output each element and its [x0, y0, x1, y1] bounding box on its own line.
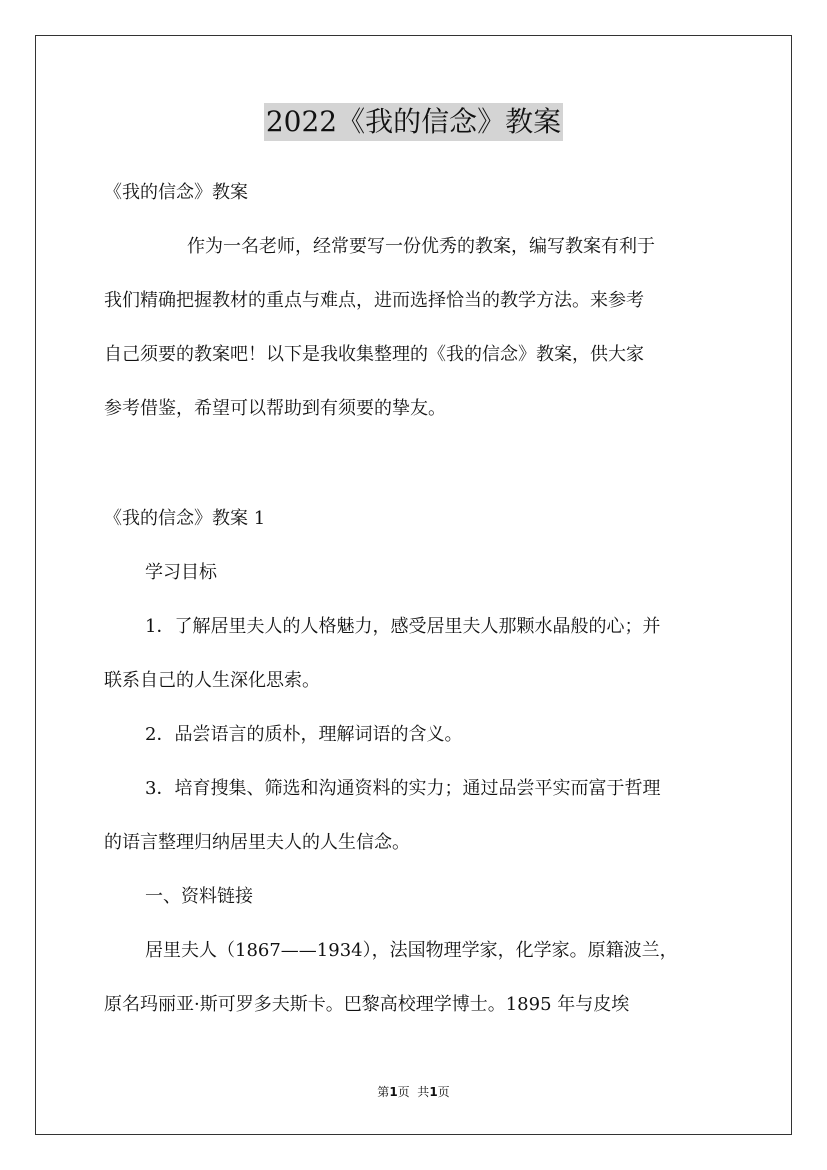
- intro-line-3: 自己须要的教案吧！以下是我收集整理的《我的信念》教案，供大家: [104, 344, 644, 365]
- document-title-wrap: [0, 103, 827, 141]
- footer-post: 页: [437, 1085, 450, 1099]
- resource-heading: 一、资料链接: [145, 886, 253, 907]
- footer-page-total: 1: [429, 1085, 438, 1099]
- goal-3-line-1: 3．培育搜集、筛选和沟通资料的实力；通过品尝平实而富于哲理: [145, 778, 661, 799]
- subtitle: 《我的信念》教案: [104, 182, 248, 203]
- intro-line-4: 参考借鉴，希望可以帮助到有须要的挚友。: [104, 398, 446, 419]
- intro-line-1: 作为一名老师，经常要写一份优秀的教案，编写教案有利于: [187, 236, 655, 257]
- intro-line-2: 我们精确把握教材的重点与难点，进而选择恰当的教学方法。来参考: [104, 290, 644, 311]
- footer-page-num: 1: [389, 1085, 398, 1099]
- footer-pre: 第: [377, 1085, 390, 1099]
- goal-3-line-2: 的语言整理归纳居里夫人的人生信念。: [104, 832, 410, 853]
- section-heading: 《我的信念》教案 1: [104, 508, 266, 529]
- resource-line-1: 居里夫人（1867——1934），法国物理学家，化学家。原籍波兰，: [145, 940, 678, 961]
- footer-mid: 页 共: [397, 1085, 430, 1099]
- goal-1-line-1: 1．了解居里夫人的人格魅力，感受居里夫人那颗水晶般的心；并: [145, 616, 661, 637]
- resource-line-2: 原名玛丽亚·斯可罗多夫斯卡。巴黎高校理学博士。1895 年与皮埃: [104, 994, 630, 1015]
- goals-heading: 学习目标: [145, 562, 217, 583]
- goal-1-line-2: 联系自己的人生深化思索。: [104, 670, 320, 691]
- document-title: 2022《我的信念》教案: [264, 103, 563, 141]
- page-footer: [0, 1084, 827, 1100]
- goal-2: 2．品尝语言的质朴，理解词语的含义。: [145, 724, 463, 745]
